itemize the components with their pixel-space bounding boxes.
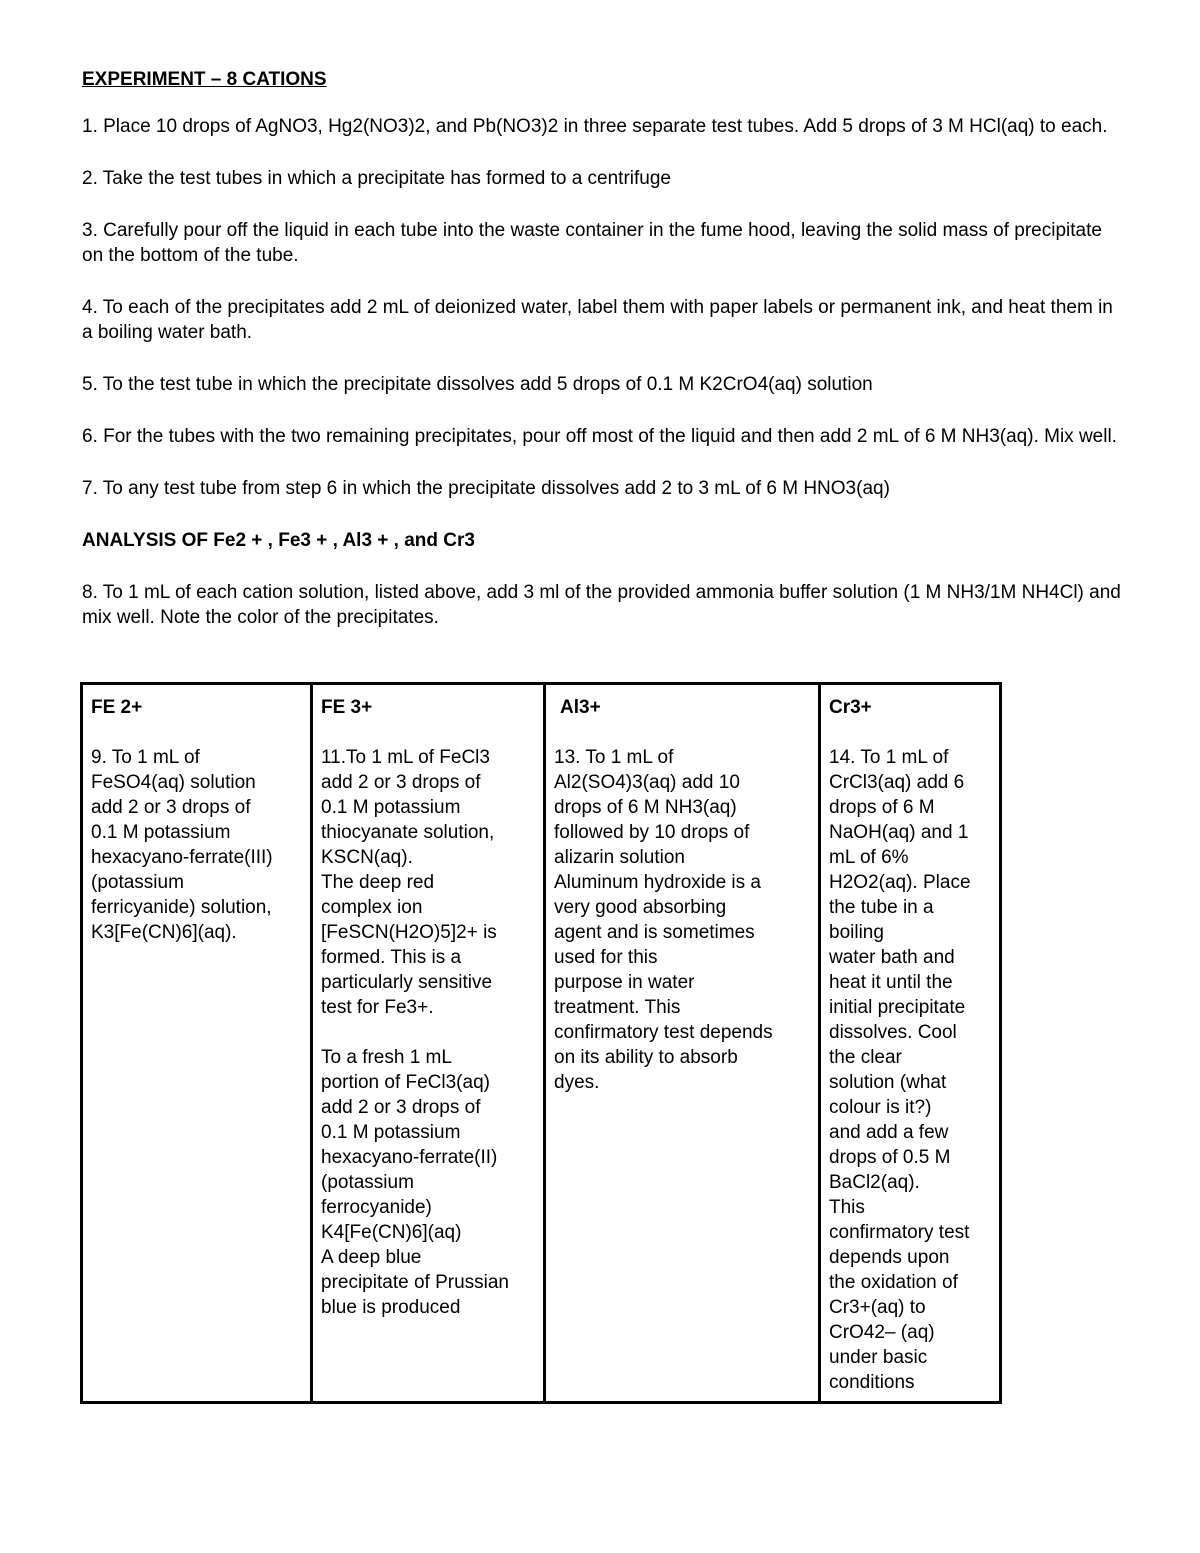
analysis-heading: ANALYSIS OF Fe2 + , Fe3 + , Al3 + , and Cr3 [82, 530, 475, 551]
step-3: 3. Carefully pour off the liquid in each tube into the waste container in the fume hood, leaving the solid mass of precipitate on the bottom of the tube. [82, 220, 1102, 266]
table-column-cr3 [821, 685, 999, 1401]
table-column-fe3 [313, 685, 546, 1401]
document-title: EXPERIMENT – 8 CATIONS [82, 69, 327, 90]
column-text-fe3: 11.To 1 mL of FeCl3 add 2 or 3 drops of 0.1 M potassium thiocyanate solution, KSCN(aq). The deep red complex ion [FeSCN(H2O)5]2+ is formed. This is a particularly sensitive test for Fe3+. To a fresh 1 mL portion of FeCl3(aq) add 2 or 3 drops of 0.1 M potassium hexacyano-ferrate(II) (potassium ferrocyanide) K4[Fe(CN)6](aq) A deep blue precipitate of Prussian blue is produced [321, 747, 509, 1318]
step-2: 2. Take the test tubes in which a precipitate has formed to a centrifuge [82, 168, 671, 189]
step-7: 7. To any test tube from step 6 in which the precipitate dissolves add 2 to 3 mL of 6 M HNO3(aq) [82, 478, 890, 499]
column-text-al3: 13. To 1 mL of Al2(SO4)3(aq) add 10 drops of 6 M NH3(aq) followed by 10 drops of alizarin solution Aluminum hydroxide is a very good absorbing agent and is sometimes used for this purpose in water treatment. This confirmatory test depends on its ability to absorb dyes. [554, 747, 773, 1093]
step-8: 8. To 1 mL of each cation solution, listed above, add 3 ml of the provided ammonia buffer solution (1 M NH3/1M NH4Cl) and mix well. Note the color of the precipitates. [82, 582, 1121, 628]
column-header-fe3: FE 3+ [321, 697, 373, 718]
column-header-cr3: Cr3+ [829, 697, 872, 718]
column-text-fe2: 9. To 1 mL of FeSO4(aq) solution add 2 or 3 drops of 0.1 M potassium hexacyano-ferrate(III) (potassium ferricyanide) solution, K3[Fe(CN)6](aq). [91, 747, 273, 943]
step-6: 6. For the tubes with the two remaining precipitates, pour off most of the liquid and then add 2 mL of 6 M NH3(aq). Mix well. [82, 426, 1117, 447]
table-column-fe2 [83, 685, 313, 1401]
table-column-al3 [546, 685, 821, 1401]
document-body [82, 68, 1122, 630]
column-header-al3: Al3+ [560, 697, 601, 718]
column-text-cr3: 14. To 1 mL of CrCl3(aq) add 6 drops of 6 M NaOH(aq) and 1 mL of 6% H2O2(aq). Place the tube in a boiling water bath and heat it until the initial precipitate dissolves. Cool the clear solution (what colour is it?) and add a few drops of 0.5 M BaCl2(aq). This confirmatory test depends upon the oxidation of Cr3+(aq) to CrO42– (aq) under basic conditions [829, 747, 971, 1393]
step-4: 4. To each of the precipitates add 2 mL of deionized water, label them with paper labels or permanent ink, and heat them in a boiling water bath. [82, 297, 1113, 343]
step-5: 5. To the test tube in which the precipitate dissolves add 5 drops of 0.1 M K2CrO4(aq) solution [82, 374, 873, 395]
step-1: 1. Place 10 drops of AgNO3, Hg2(NO3)2, and Pb(NO3)2 in three separate test tubes. Add 5 drops of 3 M HCl(aq) to each. [82, 116, 1108, 137]
cation-tests-table [80, 682, 1002, 1404]
column-header-fe2: FE 2+ [91, 697, 143, 718]
